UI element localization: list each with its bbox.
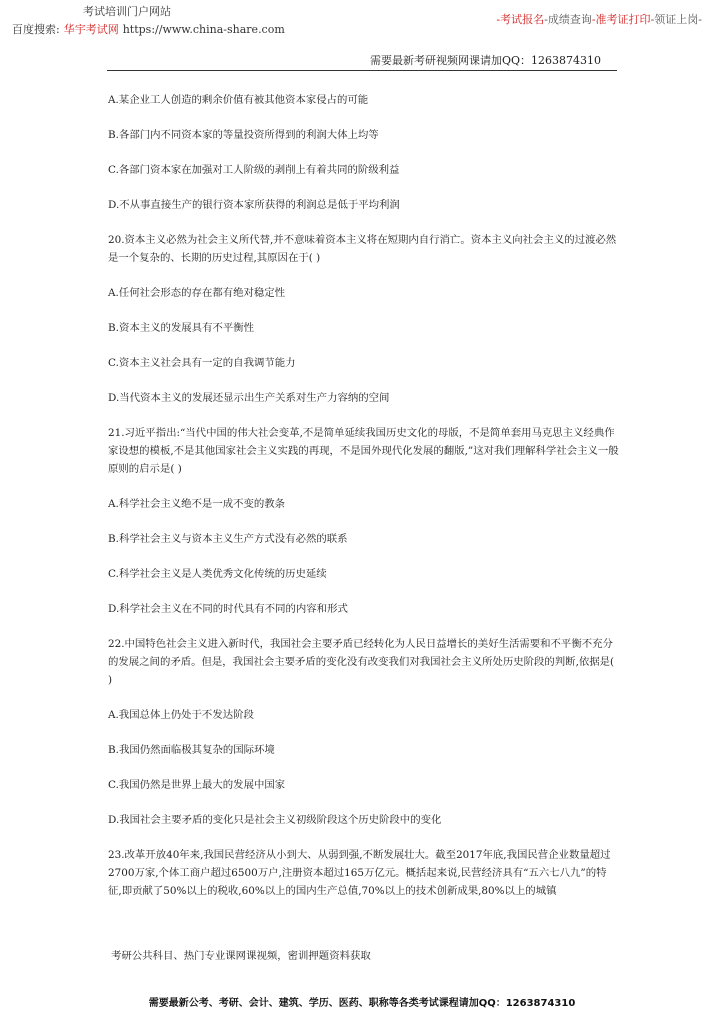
question-21: 21.习近平指出:“当代中国的伟大社会变革,不是简单延续我国历史文化的母版，不是简单套用马克思主义经典作家设想的模板,不是其他国家社会主义实践的再现，不是国外现代化发展的翻版,”这对我们理解科学社会主义一般原则的启示是( ) (108, 427, 619, 475)
option-a: A.任何社会形态的存在都有绝对稳定性 (108, 287, 286, 299)
question-22: 22.中国特色社会主义进入新时代，我国社会主要矛盾已经转化为人民日益增长的美好生活需要和不平衡不充分的发展之间的矛盾。但是，我国社会主要矛盾的变化没有改变我们对我国社会主义所处历史阶段的判断,依据是( ) (108, 638, 615, 686)
site-url[interactable]: https://www.china-share.com (122, 23, 285, 36)
option-b: B.科学社会主义与资本主义生产方式没有必然的联系 (108, 533, 348, 545)
header-divider (107, 70, 617, 71)
option-c: C.我国仍然是世界上最大的发展中国家 (108, 779, 286, 791)
search-label: 百度搜索: (12, 23, 60, 36)
option-c: C.各部门资本家在加强对工人阶级的剥削上有着共同的阶级利益 (108, 164, 400, 176)
option-a: A.某企业工人创造的剩余价值有被其他资本家侵占的可能 (108, 94, 369, 106)
link-certificate[interactable]: -领证上岗- (650, 13, 702, 26)
option-c: C.资本主义社会具有一定的自我调节能力 (108, 357, 296, 369)
option-b: B.我国仍然面临极其复杂的国际环境 (108, 744, 275, 756)
option-d: D.科学社会主义在不同的时代具有不同的内容和形式 (108, 603, 348, 615)
option-b: B.资本主义的发展具有不平衡性 (108, 322, 255, 334)
link-score-query[interactable]: -成绩查询 (544, 13, 592, 26)
option-a: A.科学社会主义绝不是一成不变的教条 (108, 498, 286, 510)
link-ticket-print[interactable]: -准考证打印 (591, 13, 651, 26)
option-c: C.科学社会主义是人类优秀文化传统的历史延续 (108, 568, 327, 580)
option-d: D.不从事直接生产的银行资本家所获得的利润总是低于平均利润 (108, 199, 400, 211)
question-23: 23.改革开放40年来,我国民营经济从小到大、从弱到强,不断发展壮大。截至2017年底,我国民营企业数量超过2700万家,个体工商户超过6500万户,注册资本超过165万亿元。概括起来说,民营经济具有“五六七八九”的特征,即贡献了50%以上的税收,60%以上的国内生产总值,70%以上的技术创新成果,80%以上的城镇 (108, 849, 611, 897)
option-a: A.我国总体上仍处于不发达阶段 (108, 709, 254, 721)
qq-contact: 需要最新考研视频网课请加QQ：1263874310 (370, 54, 602, 67)
brand-link[interactable]: 华宇考试网 (63, 23, 119, 36)
option-d: D.当代资本主义的发展还显示出生产关系对生产力容纳的空间 (108, 392, 390, 404)
question-20: 20.资本主义必然为社会主义所代替,并不意味着资本主义将在短期内自行消亡。资本主义向社会主义的过渡必然是一个复杂的、长期的历史过程,其原因在于( ) (108, 234, 617, 264)
header-links (496, 11, 702, 27)
search-hint (12, 21, 285, 37)
document-body (108, 91, 620, 917)
footer-promo: 考研公共科目、热门专业课网课视频，密训押题资料获取 (111, 950, 371, 962)
option-b: B.各部门内不同资本家的等量投资所得到的利润大体上均等 (108, 129, 379, 141)
bottom-contact: 需要最新公考、考研、会计、建筑、学历、医药、职称等各类考试课程请加QQ：1263874310 (148, 998, 576, 1009)
site-name: 考试培训门户网站 (83, 5, 171, 18)
link-exam-signup[interactable]: -考试报名 (496, 13, 545, 26)
option-d: D.我国社会主要矛盾的变化只是社会主义初级阶段这个历史阶段中的变化 (108, 814, 442, 826)
